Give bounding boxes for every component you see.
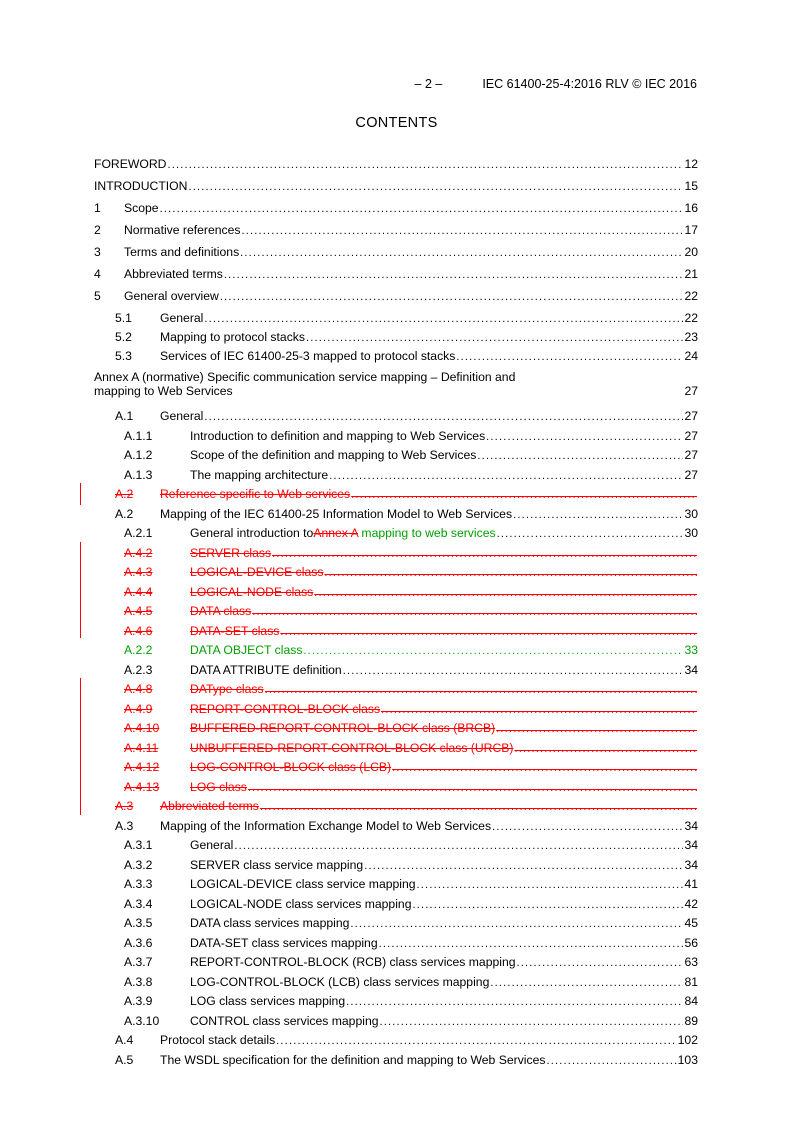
toc-entry-page: 63	[684, 955, 698, 969]
dot-leader	[329, 468, 683, 482]
toc-entry	[94, 289, 698, 303]
toc-entry	[94, 267, 698, 281]
toc-entry-title: General	[190, 838, 234, 852]
toc-entry-page: 24	[684, 349, 698, 363]
toc-entry-number: A.4.6	[124, 623, 153, 638]
toc-entry-page: 34	[684, 662, 698, 677]
toc-entry	[94, 838, 698, 852]
toc-entry-number: 5.2	[115, 330, 132, 344]
dot-leader	[252, 604, 697, 618]
toc-entry-title: Reference specific to Web services	[160, 487, 351, 501]
toc-entry	[94, 682, 698, 696]
toc-entry	[94, 1014, 698, 1028]
toc-entry-title: LOG class services mapping	[190, 994, 346, 1008]
toc-entry-number: A.2.3	[124, 662, 153, 677]
toc-entry	[94, 349, 698, 363]
dot-leader	[343, 663, 684, 677]
toc-entry-title: DATA class	[190, 604, 252, 618]
toc-entry	[94, 223, 698, 237]
toc-entry	[94, 663, 698, 677]
toc-entry-number: A.3	[115, 799, 134, 813]
dot-leader	[392, 760, 697, 774]
toc-entry-number: A.4.12	[124, 760, 160, 774]
toc-entry-number: A.3.6	[124, 935, 153, 950]
toc-entry	[94, 955, 698, 969]
toc-entry-title: FOREWORD	[94, 157, 167, 171]
toc-entry-page: 17	[684, 223, 698, 237]
change-bar	[80, 483, 81, 505]
dot-leader	[496, 721, 697, 735]
toc-entry-title: LOG-CONTROL-BLOCK (LCB) class services mapping	[190, 974, 490, 989]
toc-entry-title: General	[160, 409, 204, 423]
toc-entry-title: LOGICAL-DEVICE class	[190, 565, 324, 579]
toc-entry-page: 81	[684, 974, 698, 989]
toc-entry-title: General	[160, 311, 204, 325]
dot-leader	[188, 179, 683, 193]
dot-leader	[204, 311, 683, 325]
toc-entry-page: 84	[684, 994, 698, 1008]
dot-leader	[167, 157, 683, 171]
dot-leader	[364, 858, 683, 872]
dot-leader	[240, 245, 683, 259]
toc-entry	[94, 311, 698, 325]
toc-entry-number: A.3.4	[124, 896, 153, 911]
toc-entry	[94, 799, 698, 813]
toc-entry-number: A.5	[115, 1052, 134, 1067]
toc-entry-number: 5.1	[115, 311, 132, 325]
toc-entry	[94, 721, 698, 735]
toc-entry	[94, 780, 698, 794]
dot-leader	[486, 429, 683, 443]
toc-entry-number: 1	[94, 201, 101, 215]
dot-leader	[513, 507, 683, 521]
inserted-text: mapping to web services	[358, 526, 496, 540]
toc-entry	[94, 1053, 698, 1067]
dot-leader	[351, 487, 697, 501]
toc-entry-number: A.4.8	[124, 682, 153, 696]
toc-entry-page: 30	[684, 506, 698, 521]
toc-entry-page: 27	[684, 448, 698, 462]
document-id: IEC 61400-25-4:2016 RLV © IEC 2016	[482, 77, 697, 91]
toc-entry	[94, 179, 698, 193]
toc-entry	[94, 760, 698, 774]
toc-entry-page: 56	[684, 935, 698, 950]
toc-entry	[94, 975, 698, 989]
toc-entry-number: A.4	[115, 1033, 134, 1047]
toc-entry-title: INTRODUCTION	[94, 179, 188, 193]
dot-leader	[497, 526, 684, 540]
toc-entry-number: A.1.3	[124, 467, 153, 482]
toc-entry-page: 34	[684, 838, 698, 852]
change-bar	[80, 678, 81, 815]
toc-entry	[94, 936, 698, 950]
annex-title-line1: Annex A (normative) Specific communication service mapping – Definition and	[94, 370, 516, 384]
toc-entry-title: Abbreviated terms	[160, 799, 259, 813]
toc-entry-title: The mapping architecture	[190, 467, 329, 482]
toc-entry-number: A.2.2	[124, 643, 153, 657]
toc-entry-number: A.4.3	[124, 565, 153, 579]
toc-entry-page: 12	[684, 157, 698, 171]
toc-entry-title: REPORT-CONTROL-BLOCK class	[190, 701, 381, 716]
toc-entry	[94, 201, 698, 215]
dot-leader	[303, 643, 683, 657]
toc-entry-title: Scope	[124, 201, 159, 215]
toc-entry-title: LOGICAL-NODE class	[190, 584, 314, 599]
dot-leader	[242, 223, 684, 237]
toc-entry-page: 20	[684, 245, 698, 259]
dot-leader	[306, 330, 683, 344]
toc-entry-number: A.4.13	[124, 779, 160, 794]
toc-entry-page: 27	[684, 409, 698, 423]
toc-entry	[94, 245, 698, 259]
toc-entry-title: SERVER class	[190, 545, 272, 560]
toc-entry-number: A.4.5	[124, 604, 153, 618]
dot-leader	[224, 267, 684, 281]
annex-title-text: mapping to Web Services	[94, 384, 233, 398]
toc-entry	[94, 1033, 698, 1047]
toc-entry-title: Introduction to definition and mapping to Web Services	[190, 428, 486, 443]
toc-entry-title: Services of IEC 61400-25-3 mapped to protocol stacks	[160, 349, 456, 363]
dot-leader	[412, 897, 683, 911]
toc-entry-number: 4	[94, 267, 101, 281]
toc-entry-title: Scope of the definition and mapping to Web Services	[190, 448, 477, 462]
toc-entry-title: CONTROL class services mapping	[190, 1013, 379, 1028]
toc-entry-number: A.4.2	[124, 545, 153, 560]
toc-entry-number: 2	[94, 223, 101, 237]
toc-entry	[94, 507, 698, 521]
toc-entry	[94, 741, 698, 755]
toc-entry-title: LOG-CONTROL-BLOCK class (LCB)	[190, 760, 392, 774]
toc-entry	[94, 487, 698, 501]
toc-entry	[94, 994, 698, 1008]
toc-entry-page: 33	[684, 643, 698, 657]
toc-entry-page: 34	[684, 857, 698, 872]
toc-entry-page: 34	[684, 818, 698, 833]
toc-entry-number: 5.3	[115, 349, 132, 363]
dot-leader	[381, 702, 697, 716]
change-bar	[80, 542, 81, 638]
dot-leader	[280, 624, 697, 638]
toc-entry-page: 27	[684, 467, 698, 482]
toc-entry-title: Mapping to protocol stacks	[160, 330, 305, 344]
toc-entry-title: DAType class	[190, 682, 264, 696]
toc-entry-title: DATA ATTRIBUTE definition	[190, 662, 342, 677]
dot-leader	[517, 955, 684, 969]
toc-entry-number: A.3.10	[124, 1013, 160, 1028]
toc-entry-number: A.1	[115, 409, 134, 423]
toc-entry-title: SERVER class service mapping	[190, 857, 364, 872]
page-title: CONTENTS	[355, 115, 438, 131]
toc-entry-title: LOGICAL-NODE class services mapping	[190, 896, 412, 911]
dot-leader	[546, 1053, 676, 1067]
toc-entry-number: A.2.1	[124, 526, 153, 540]
toc-entry-number: A.1.1	[124, 428, 153, 443]
toc-entry-title: The WSDL specification for the definition and mapping to Web Services	[160, 1052, 546, 1067]
toc-entry	[94, 157, 698, 171]
toc-entry-title-text: General introduction to	[190, 526, 314, 540]
dot-leader	[220, 289, 684, 303]
toc-entry-page: 21	[684, 267, 698, 281]
toc-entry-number: 3	[94, 245, 101, 259]
toc-entry-title: REPORT-CONTROL-BLOCK (RCB) class services mapping	[190, 955, 516, 969]
toc-entry-page: 45	[684, 916, 698, 930]
toc-entry-title: Mapping of the IEC 61400-25 Information Model to Web Services	[160, 506, 513, 521]
toc-entry	[94, 604, 698, 618]
toc-entry-number: A.3	[115, 818, 134, 833]
page-header	[415, 77, 697, 91]
toc-entry-title: General overview	[124, 289, 219, 303]
toc-entry-title: DATA-SET class services mapping	[190, 935, 378, 950]
dot-leader	[456, 349, 683, 363]
deleted-text: Annex A	[313, 526, 359, 540]
toc-entry-page: 89	[684, 1013, 698, 1028]
toc-entry-number: A.3.3	[124, 877, 153, 891]
toc-entry	[94, 877, 698, 891]
toc-entry-page: 15	[684, 179, 698, 193]
dot-leader	[417, 877, 684, 891]
toc-entry-page: 42	[684, 896, 698, 911]
toc-entry-page: 22	[684, 311, 698, 325]
dot-leader	[160, 201, 684, 215]
toc-entry	[94, 409, 698, 423]
toc-entry-page: 27	[684, 384, 698, 398]
toc-entry	[94, 429, 698, 443]
dot-leader	[477, 448, 683, 462]
toc-entry-title: DATA class services mapping	[190, 916, 350, 930]
dot-leader	[234, 838, 683, 852]
toc-entry	[94, 624, 698, 638]
toc-entry-page: 103	[677, 1052, 698, 1067]
dot-leader	[514, 741, 697, 755]
toc-entry-number: A.4.10	[124, 721, 160, 735]
toc-entry-title	[190, 526, 496, 540]
toc-entry	[94, 916, 698, 930]
page-number: – 2 –	[414, 77, 443, 91]
toc-entry-page: 22	[684, 289, 698, 303]
toc-entry-number: A.4.11	[124, 740, 159, 755]
toc-entry-number: A.3.2	[124, 857, 153, 872]
toc-entry-number: A.3.5	[124, 916, 153, 930]
toc-entry-title: Mapping of the Information Exchange Model to Web Services	[160, 818, 492, 833]
toc-entry-title: DATA OBJECT class	[190, 643, 303, 657]
toc-entry-title: BUFFERED-REPORT-CONTROL-BLOCK class (BRCB)	[190, 721, 496, 735]
toc-entry-number: A.3.7	[124, 955, 153, 969]
toc-entry	[94, 702, 698, 716]
toc-entry-title: Abbreviated terms	[124, 267, 223, 281]
toc-entry-title: LOGICAL-DEVICE class service mapping	[190, 877, 416, 891]
toc-entry-number: A.3.9	[124, 994, 153, 1008]
dot-leader	[248, 780, 697, 794]
toc-entry-page: 23	[684, 330, 698, 344]
dot-leader	[272, 546, 697, 560]
toc-entry-number: A.2	[115, 506, 134, 521]
toc-entry-number: A.1.2	[124, 448, 153, 462]
dot-leader	[492, 819, 683, 833]
annex-title-line2	[94, 384, 698, 398]
dot-leader	[204, 409, 683, 423]
toc-entry	[94, 858, 698, 872]
annex-entry	[94, 370, 698, 398]
toc-entry	[94, 468, 698, 482]
toc-entry-number: A.3.8	[124, 974, 153, 989]
toc-entry-title: LOG class	[190, 779, 247, 794]
dot-leader	[380, 1014, 684, 1028]
toc-entry-title: Protocol stack details	[160, 1033, 276, 1047]
toc-entry	[94, 643, 698, 657]
toc-entry-number: A.4.4	[124, 584, 153, 599]
toc-entry-title: Normative references	[124, 223, 241, 237]
toc-entry	[94, 526, 698, 540]
toc-entry-page: 30	[684, 526, 698, 540]
toc-entry	[94, 546, 698, 560]
toc-entry-number: A.4.9	[124, 701, 153, 716]
dot-leader	[314, 585, 697, 599]
toc-entry-page: 16	[684, 201, 698, 215]
toc-entry-number: 5	[94, 289, 101, 303]
dot-leader	[324, 565, 697, 579]
toc-entry	[94, 565, 698, 579]
dot-leader	[490, 975, 683, 989]
toc-entry	[94, 819, 698, 833]
toc-entry-number: A.3.1	[124, 838, 153, 852]
dot-leader	[350, 916, 683, 930]
toc-entry	[94, 585, 698, 599]
toc-entry-page: 102	[677, 1033, 698, 1047]
dot-leader	[276, 1033, 676, 1047]
toc-entry	[94, 330, 698, 344]
toc-entry-number: A.2	[115, 487, 134, 501]
dot-leader	[379, 936, 684, 950]
dot-leader	[346, 994, 683, 1008]
toc-entry	[94, 448, 698, 462]
toc-entry-title: DATA-SET class	[190, 623, 280, 638]
toc-entry-title: Terms and definitions	[124, 245, 240, 259]
toc-entry-page: 41	[684, 877, 698, 891]
toc-entry	[94, 897, 698, 911]
dot-leader	[265, 682, 697, 696]
toc-entry-title: UNBUFFERED-REPORT-CONTROL-BLOCK class (URCB)	[190, 740, 514, 755]
dot-leader	[260, 799, 697, 813]
toc-entry-page: 27	[684, 428, 698, 443]
